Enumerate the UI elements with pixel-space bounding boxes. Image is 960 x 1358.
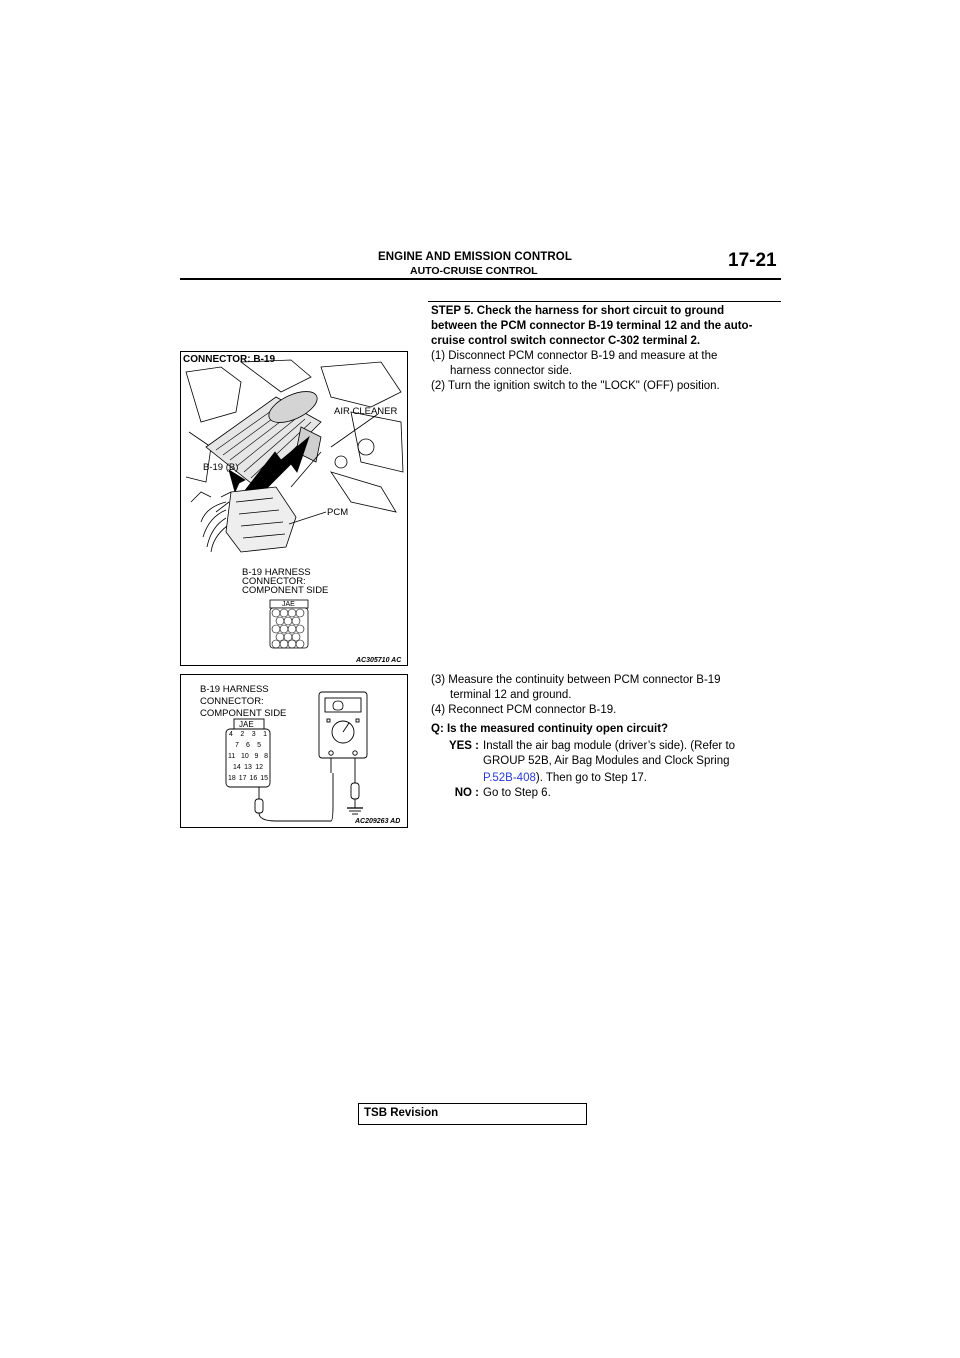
answer-no-key: NO : <box>454 787 479 799</box>
step-procedure <box>431 673 783 801</box>
pin-row-2 <box>235 742 261 749</box>
harness-label-line2: CONNECTOR: <box>242 576 306 587</box>
connector-location-figure <box>180 351 408 666</box>
connector-tag: JAE <box>239 720 254 729</box>
pin-label: 12 <box>255 764 263 771</box>
subsection-title: AUTO-CRUISE CONTROL <box>410 265 538 277</box>
instruction-3-line1: (3) Measure the continuity between PCM connector B-19 <box>431 674 721 686</box>
pin-label: 10 <box>240 753 249 760</box>
section-title: ENGINE AND EMISSION CONTROL <box>378 251 572 263</box>
pin-row-5 <box>228 775 268 782</box>
pin-row-3 <box>228 753 268 760</box>
pin-label: 2 <box>240 731 245 738</box>
answer-yes-line2: GROUP 52B, Air Bag Modules and Clock Spring <box>483 755 730 767</box>
pin-label: 17 <box>238 775 247 782</box>
instruction-2: (2) Turn the ignition switch to the "LOCK" (OFF) position. <box>431 380 720 392</box>
step-heading-line2: between the PCM connector B-19 terminal 12 and the auto- <box>431 320 753 332</box>
instruction-1-line1: (1) Disconnect PCM connector B-19 and measure at the <box>431 350 718 362</box>
answer-no <box>431 786 783 801</box>
answer-yes-line1: Install the air bag module (driver’s side). (Refer to <box>483 740 736 752</box>
harness-label-line3: COMPONENT SIDE <box>200 708 287 719</box>
pin-label: 11 <box>228 753 236 760</box>
pin-row-1 <box>229 731 267 738</box>
harness-label-line1: B-19 HARNESS <box>200 684 269 695</box>
pin-row-4 <box>233 764 263 771</box>
answer-yes-key: YES : <box>448 740 479 752</box>
step-rule <box>428 301 781 302</box>
answer-yes-line3: ). Then go to Step 17. <box>535 772 647 784</box>
pin-label: 7 <box>235 742 239 749</box>
step-heading-line1: STEP 5. Check the harness for short circuit to ground <box>431 305 725 317</box>
pin-label: 13 <box>244 764 252 771</box>
pin-label: 5 <box>257 742 261 749</box>
figure1-title: CONNECTOR: B-19 <box>183 354 276 365</box>
pin-label: 15 <box>260 775 268 782</box>
step-heading-line3: cruise control switch connector C-302 terminal 2. <box>431 335 701 347</box>
harness-label-line3: COMPONENT SIDE <box>242 585 329 596</box>
question: Q: Is the measured continuity open circuit? <box>431 723 669 735</box>
continuity-test-figure <box>180 674 408 828</box>
pcm-label: PCM <box>327 507 349 518</box>
figure1-code: AC305710 AC <box>356 657 402 664</box>
air-cleaner-label: AIR CLEANER <box>334 406 398 417</box>
harness-label-line1: B-19 HARNESS <box>242 567 311 578</box>
pin-label: 8 <box>264 753 268 760</box>
answer-no-text: Go to Step 6. <box>483 787 551 799</box>
pin-label: 18 <box>228 775 236 782</box>
reference-link[interactable]: P.52B-408 <box>483 772 536 784</box>
pin-label: 4 <box>229 731 233 738</box>
pin-label: 3 <box>251 731 256 738</box>
pin-label: 1 <box>263 731 267 738</box>
page-number: 17-21 <box>728 250 777 271</box>
tsb-revision-label: TSB Revision <box>364 1107 439 1119</box>
tsb-revision-box <box>358 1103 587 1125</box>
instruction-1-line2: harness connector side. <box>450 365 573 377</box>
pin-label: 16 <box>249 775 258 782</box>
engine-bay-illustration <box>181 352 407 665</box>
pin-label: 9 <box>254 753 259 760</box>
step-heading <box>431 304 783 394</box>
instruction-3-line2: terminal 12 and ground. <box>450 689 572 701</box>
connector-b19-label: B-19 (B) <box>203 462 239 473</box>
harness-label-line2: CONNECTOR: <box>200 696 264 707</box>
header-rule <box>180 278 781 280</box>
pin-label: 14 <box>233 764 241 771</box>
instruction-4: (4) Reconnect PCM connector B-19. <box>431 704 617 716</box>
connector-tag: JAE <box>282 601 295 608</box>
answer-yes <box>431 739 783 786</box>
pin-label: 6 <box>246 742 250 749</box>
figure2-code: AC209263 AD <box>355 818 401 825</box>
